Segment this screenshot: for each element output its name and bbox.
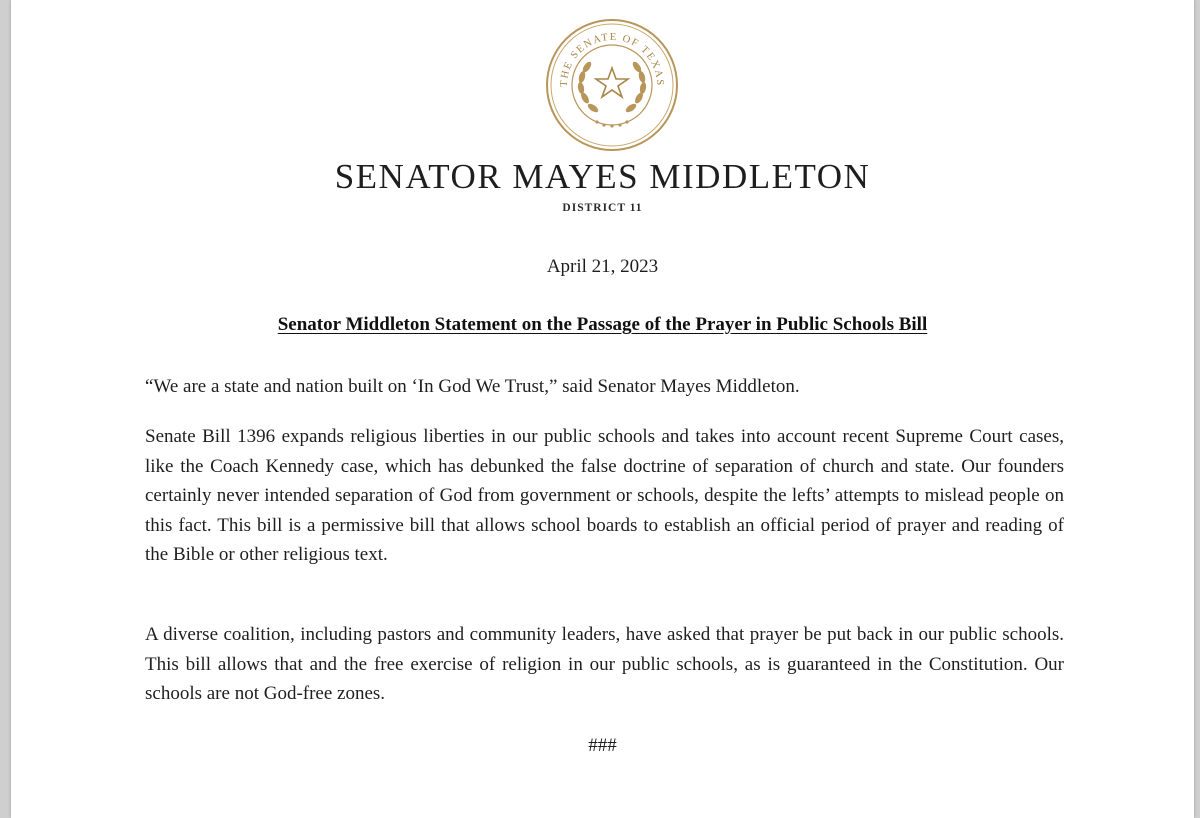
press-release-page <box>11 0 1194 818</box>
senate-of-texas-seal-icon <box>545 18 679 152</box>
statement-headline: Senator Middleton Statement on the Passage of the Prayer in Public Schools Bill <box>277 314 928 335</box>
senator-name-heading: SENATOR MAYES MIDDLETON <box>334 157 871 196</box>
paragraph-quote: “We are a state and nation built on ‘In God We Trust,” said Senator Mayes Middleton. <box>145 376 800 397</box>
district-label: DISTRICT 11 <box>562 202 643 214</box>
end-of-release-mark: ### <box>588 735 617 756</box>
paragraph-bill-description: Senate Bill 1396 expands religious liberties in our public schools and takes into account recent Supreme Court cases, like the Coach Kennedy case, which has debunked the false doctrine of separation of church and state. Our founders certainly never intended separation of God from government or schools, despite the lefts’ attempts to mislead people on this fact. This bill is a permissive bill that allows school boards to establish an official period of prayer and reading of the Bible or other religious text. <box>145 426 1064 565</box>
paragraph-coalition: A diverse coalition, including pastors and community leaders, have asked that prayer be put back in our public schools. This bill allows that and the free exercise of religion in our public schools, as is guaranteed in the Constitution. Our schools are not God-free zones. <box>145 624 1064 704</box>
svg-text:THE SENATE OF TEXAS: THE SENATE OF TEXAS <box>558 31 666 88</box>
release-date: April 21, 2023 <box>546 256 659 277</box>
